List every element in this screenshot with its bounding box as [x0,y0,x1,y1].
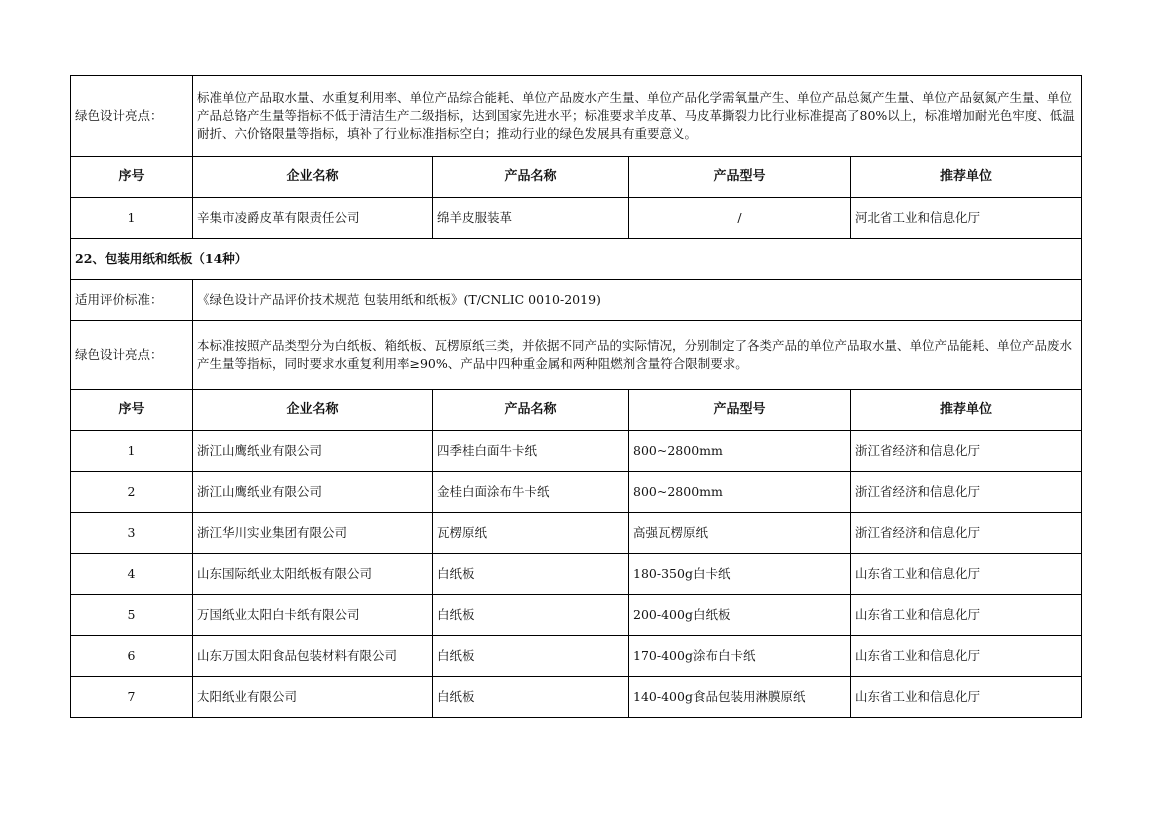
row-index: 1 [71,198,193,239]
table-row [71,431,1082,472]
row-product: 白纸板 [433,636,629,677]
row-product: 瓦楞原纸 [433,513,629,554]
row-company: 山东国际纸业太阳纸板有限公司 [193,554,433,595]
header-recommender: 推荐单位 [851,390,1082,431]
row-model: 170-400g涂布白卡纸 [629,636,851,677]
table-row [71,554,1082,595]
row-product: 白纸板 [433,554,629,595]
section-title: 22、包装用纸和纸板（14种） [71,239,1082,280]
header-model: 产品型号 [629,157,851,198]
row-model: / [629,198,851,239]
header-product: 产品名称 [433,157,629,198]
row-company: 太阳纸业有限公司 [193,677,433,718]
row-model: 高强瓦楞原纸 [629,513,851,554]
row-index: 4 [71,554,193,595]
header-recommender: 推荐单位 [851,157,1082,198]
standard-row [71,280,1082,321]
table-row [71,513,1082,554]
row-product: 绵羊皮服装革 [433,198,629,239]
row-recommender: 河北省工业和信息化厅 [851,198,1082,239]
row-recommender: 浙江省经济和信息化厅 [851,472,1082,513]
row-index: 3 [71,513,193,554]
table-row [71,677,1082,718]
header-row [71,390,1082,431]
prev-highlight-text: 标准单位产品取水量、水重复利用率、单位产品综合能耗、单位产品废水产生量、单位产品化学需氧量产生、单位产品总氮产生量、单位产品氨氮产生量、单位产品总铬产生量等指标不低于清洁生产二级指标，达到国家先进水平；标准要求羊皮革、马皮革撕裂力比行业标准提高了80%以上，标准增加耐光色牢度、低温耐折、六价铬限量等指标，填补了行业标准指标空白；推动行业的绿色发展具有重要意义。 [193,76,1082,157]
header-index: 序号 [71,390,193,431]
row-model: 140-400g食品包装用淋膜原纸 [629,677,851,718]
row-product: 金桂白面涂布牛卡纸 [433,472,629,513]
prev-highlight-label: 绿色设计亮点： [71,76,193,157]
section-title-row [71,239,1082,280]
row-index: 6 [71,636,193,677]
header-index: 序号 [71,157,193,198]
row-company: 万国纸业太阳白卡纸有限公司 [193,595,433,636]
row-recommender: 山东省工业和信息化厅 [851,595,1082,636]
row-product: 白纸板 [433,677,629,718]
row-company: 浙江山鹰纸业有限公司 [193,472,433,513]
row-company: 浙江山鹰纸业有限公司 [193,431,433,472]
row-model: 200-400g白纸板 [629,595,851,636]
row-recommender: 山东省工业和信息化厅 [851,677,1082,718]
row-index: 5 [71,595,193,636]
header-company: 企业名称 [193,157,433,198]
row-recommender: 山东省工业和信息化厅 [851,636,1082,677]
product-table [70,75,1082,718]
row-company: 辛集市凌爵皮革有限责任公司 [193,198,433,239]
row-index: 7 [71,677,193,718]
standard-label: 适用评价标准： [71,280,193,321]
highlight-label: 绿色设计亮点： [71,321,193,390]
row-product: 四季桂白面牛卡纸 [433,431,629,472]
highlight-row [71,321,1082,390]
prev-highlight-row [71,76,1082,157]
row-recommender: 浙江省经济和信息化厅 [851,513,1082,554]
row-recommender: 浙江省经济和信息化厅 [851,431,1082,472]
table-row [71,472,1082,513]
row-product: 白纸板 [433,595,629,636]
row-company: 山东万国太阳食品包装材料有限公司 [193,636,433,677]
row-model: 180-350g白卡纸 [629,554,851,595]
header-product: 产品名称 [433,390,629,431]
header-model: 产品型号 [629,390,851,431]
table-row [71,198,1082,239]
row-index: 1 [71,431,193,472]
standard-text: 《绿色设计产品评价技术规范 包装用纸和纸板》(T/CNLIC 0010-2019) [193,280,1082,321]
row-recommender: 山东省工业和信息化厅 [851,554,1082,595]
prev-header-row [71,157,1082,198]
row-index: 2 [71,472,193,513]
row-company: 浙江华川实业集团有限公司 [193,513,433,554]
table-row [71,595,1082,636]
header-company: 企业名称 [193,390,433,431]
row-model: 800~2800mm [629,472,851,513]
row-model: 800~2800mm [629,431,851,472]
highlight-text: 本标准按照产品类型分为白纸板、箱纸板、瓦楞原纸三类，并依据不同产品的实际情况，分别制定了各类产品的单位产品取水量、单位产品能耗、单位产品废水产生量等指标，同时要求水重复利用率≥90%、产品中四种重金属和两种阻燃剂含量符合限制要求。 [193,321,1082,390]
table-row [71,636,1082,677]
